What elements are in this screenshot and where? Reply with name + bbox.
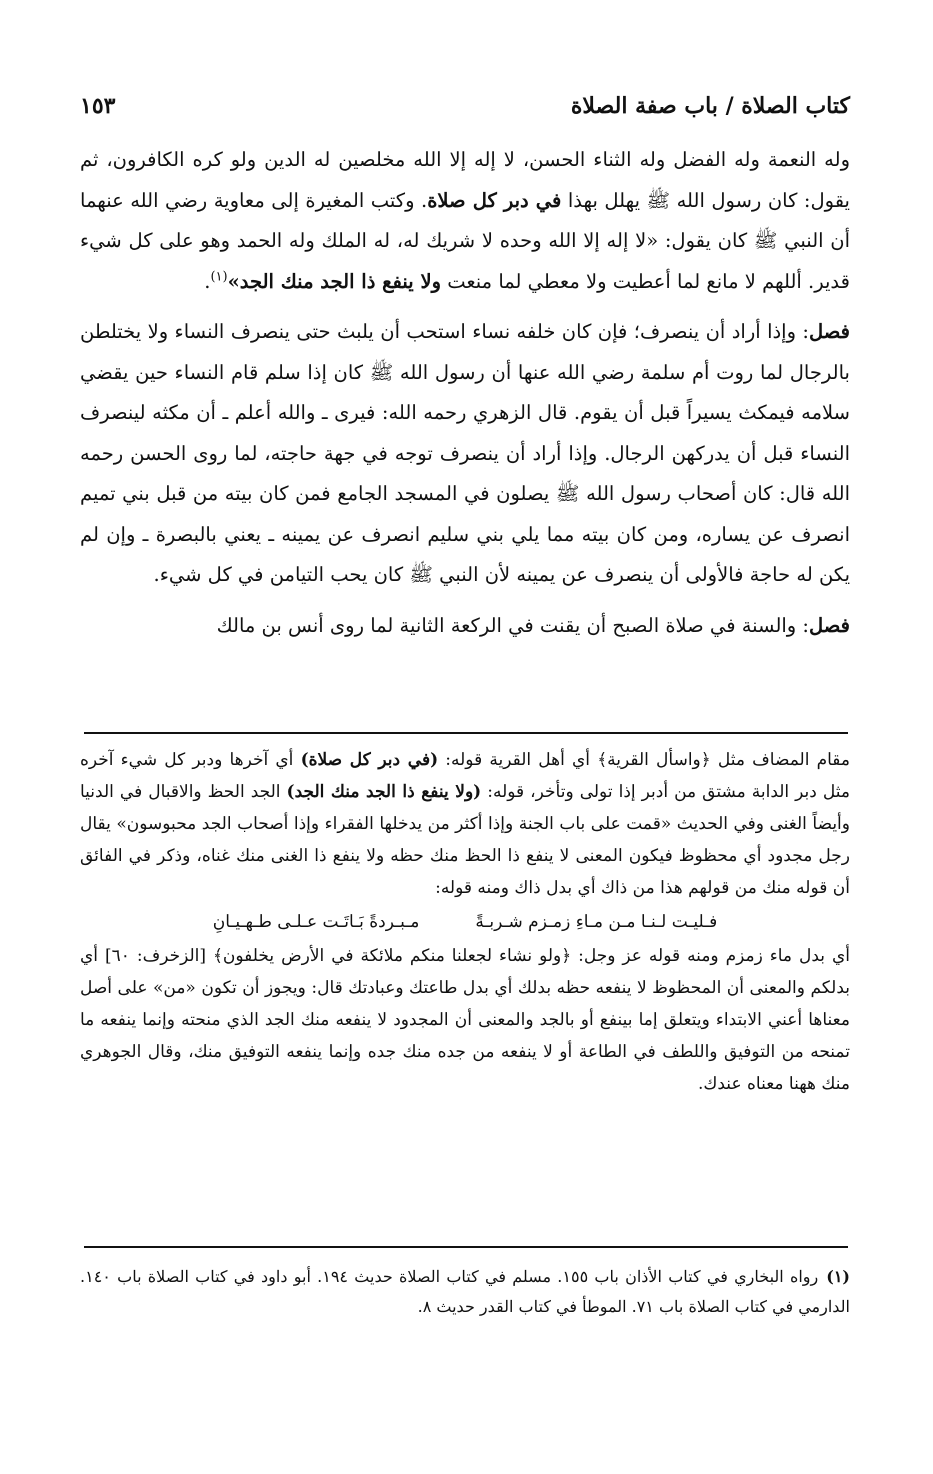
commentary-text: [80, 744, 850, 1100]
main-paragraph: [80, 140, 850, 302]
text-run: أي آخرها ودبر كل شيء آخره مثل دبر الدابة مشتق من أدبر إذا تولى وتأخر، قوله:: [80, 750, 850, 802]
footnotes: [80, 1262, 850, 1322]
hemistich-second: مـبـردةً بَـاتَـت عـلـى طـهـيـانِ: [212, 912, 420, 932]
text-run: .: [204, 269, 211, 293]
footnote-divider: [84, 1246, 848, 1248]
main-text: [80, 140, 850, 646]
footnote-text: رواه البخاري في كتاب الأذان باب ١٥٥. مسلم في كتاب الصلاة حديث ١٩٤. أبو داود في كتاب الصلاة باب ١٤٠. الدارمي في كتاب الصلاة باب ٧١. الموطأ في كتاب القدر حديث ٨.: [80, 1267, 850, 1316]
page-number: ١٥٣: [80, 93, 116, 119]
page-header: [80, 86, 850, 126]
section-label: فصل: [809, 613, 850, 637]
bold-phrase: (في دبر كل صلاة): [300, 750, 439, 770]
text-run: . وكتب المغيرة إلى معاوية رضي الله عنهما أن النبي ﷺ كان يقول: «لا إله إلا الله وحده لا شريك له، له الملك وله الحمد وهو على كل شيء قدير. أللهم لا مانع لما أعطيت ولا معطي لما منعت: [80, 188, 850, 293]
text-run: مقام المضاف مثل ﴿واسأل القرية﴾ أي أهل القرية قوله:: [438, 750, 850, 770]
footnote-ref: (١): [210, 269, 228, 284]
bold-phrase: ولا ينفع ذا الجد منك الجد»: [227, 269, 442, 293]
text-run: : وإذا أراد أن ينصرف؛ فإن كان خلفه نساء استحب أن يلبث حتى ينصرف النساء ولا يختلطن بالرجال لما روت أم سلمة رضي الله عنها أن رسول الله ﷺ كان إذا سلم قام النساء حين يقضي سلامه فيمكث يسيراً قبل أن يقوم. قال الزهري رحمه الله: فيرى ـ والله أعلم ـ أن مكثه لينصرف النساء قبل أن يدركهن الرجال. وإذا أراد أن ينصرف توجه في جهة حاجته، لما روى الحسن رحمه الله قال: كان أصحاب رسول الله ﷺ يصلون في المسجد الجامع فمن كان بيته من قبل بني تميم انصرف عن يساره، ومن كان بيته مما يلي بني سليم انصرف عن يمينه ـ يعني بالبصرة ـ وإن لم يكن له حاجة فالأولى أن ينصرف عن يمينه لأن النبي ﷺ كان يحب التيامن في كل شيء.: [80, 320, 850, 586]
text-run: الجد الحظ والاقبال في الدنيا وأيضاً الغنى وفي الحديث «قمت على باب الجنة وإذا أكثر من يدخلها الفقراء وإذا أصحاب الجد محبوسون» يقال رجل مجدود أي محظوظ فيكون المعنى لا ينفع ذا الحظ منك حظه ولا ينفع ذا الغنى منك غناه، وذكر في الفائق أن قوله منك من قولهم هذا من ذاك أي بدل ذاك ومنه قوله:: [80, 782, 850, 898]
main-paragraph: [80, 606, 850, 647]
hemistich-first: فـليـت لـنـا مـن مـاءِ زمـزم شـربـةً: [475, 912, 718, 932]
commentary-paragraph: [80, 744, 850, 904]
commentary-divider: [84, 732, 848, 734]
bold-phrase: في دبر كل صلاة: [427, 188, 562, 212]
footnote-number: (١): [826, 1267, 850, 1286]
poetry-verse: [80, 906, 850, 938]
footnote-item: [80, 1262, 850, 1322]
running-title: كتاب الصلاة / باب صفة الصلاة: [570, 93, 850, 119]
commentary-paragraph: أي بدل ماء زمزم ومنه قوله عز وجل: ﴿ولو نشاء لجعلنا منكم ملائكة في الأرض يخلفون﴾ [الزخرف: ٦٠] أي بدلكم والمعنى أن المحظوظ لا ينفعه حظه بدلك أي بدل طاعتك وعبادتك قال: ويجوز أن تكون «من» على أصل معناها أعني الابتداء ويتعلق إما بينفع أو بالجد والمعنى أن المجدود لا ينفعه منك الجد الذي منحته وإنما ينفعه ما تمنحه من التوفيق واللطف في الطاعة أو لا ينفعه من جده منك جده وإنما ينفعه التوفيق منك، وقال الجوهري منك ههنا معناه عندك.: [80, 946, 850, 1094]
main-paragraph: [80, 312, 850, 596]
section-label: فصل: [809, 320, 850, 343]
text-run: وله النعمة وله الفضل وله الثناء الحسن، لا إله إلا الله مخلصين له الدين ولو كره الكافرون، ثم يقول: كان رسول الله ﷺ يهلل بهذا: [80, 148, 850, 212]
bold-phrase: (ولا ينفع ذا الجد منك الجد): [286, 782, 482, 802]
text-run: : والسنة في صلاة الصبح أن يقنت في الركعة الثانية لما روى أنس بن مالك: [216, 613, 809, 637]
